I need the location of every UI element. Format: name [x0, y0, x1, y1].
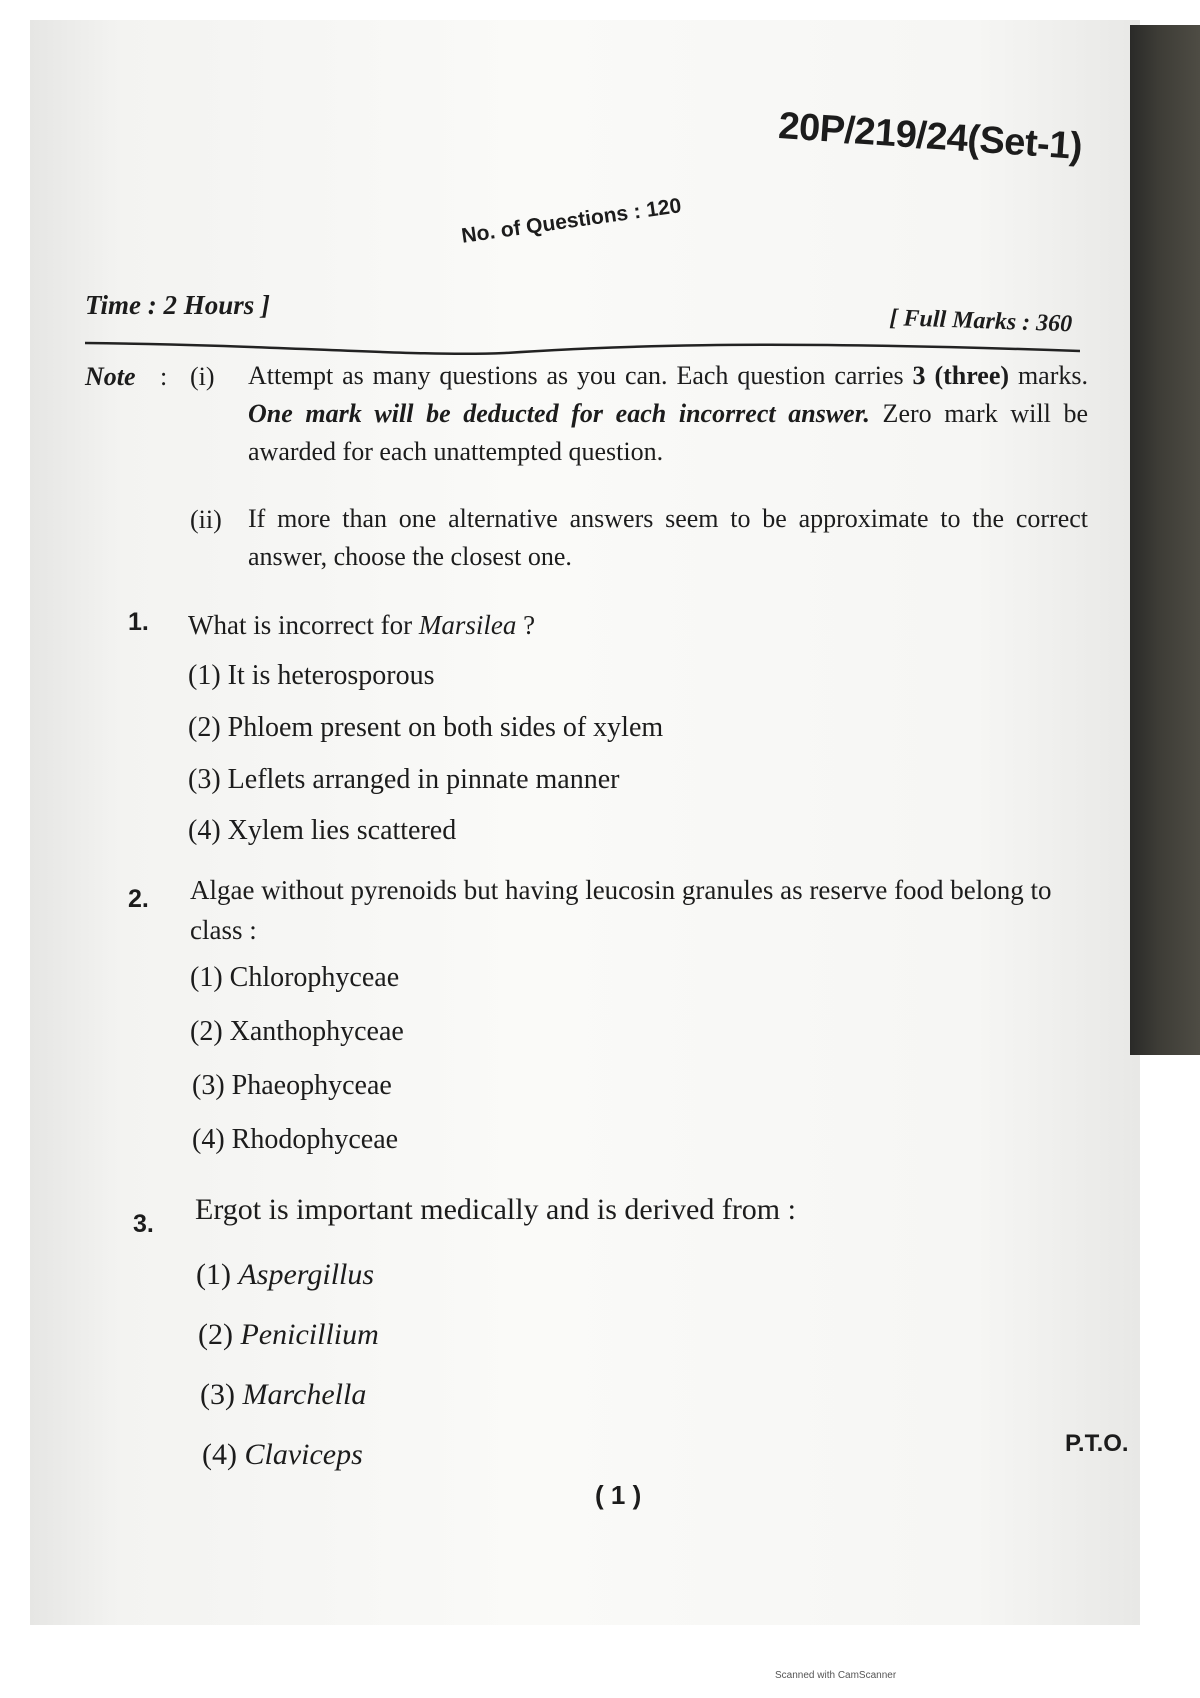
answer-option	[200, 1378, 366, 1412]
option-number: (3)	[188, 764, 221, 795]
scanner-watermark: Scanned with CamScanner	[775, 1670, 897, 1681]
option-text: Penicillium	[240, 1318, 379, 1351]
option-number: (1)	[190, 962, 223, 993]
option-text: Rhodophyceae	[231, 1124, 399, 1155]
option-text: Xylem lies scattered	[227, 815, 457, 846]
option-text: Phaeophyceae	[231, 1070, 392, 1101]
option-text: Marchella	[242, 1378, 367, 1411]
note-item-number: (ii)	[190, 505, 222, 534]
question-text-part: ?	[516, 610, 536, 640]
note-text-bold: 3 (three)	[912, 361, 1010, 390]
option-text: It is heterosporous	[227, 660, 435, 691]
option-number: (4)	[202, 1438, 237, 1471]
please-turn-over: P.T.O.	[1065, 1430, 1129, 1457]
species-name: Marsilea	[418, 610, 517, 640]
answer-option	[198, 1318, 379, 1352]
option-text: Chlorophyceae	[229, 962, 400, 993]
time-label: Time : 2 Hours ]	[85, 290, 270, 320]
question-number: 3.	[133, 1210, 154, 1238]
option-number: (4)	[188, 815, 221, 846]
note-text-part: Attempt as many questions as you can. Each question carries	[248, 361, 913, 390]
paper-code: 20P/219/24(Set-1)	[777, 105, 1084, 169]
page-number: ( 1 )	[595, 1480, 642, 1510]
note-text-part: marks.	[1009, 361, 1088, 390]
answer-option	[188, 764, 619, 796]
option-number: (1)	[188, 660, 221, 691]
option-number: (2)	[198, 1318, 233, 1351]
note-item-number: (i)	[190, 362, 215, 391]
option-text: Xanthophyceae	[229, 1016, 404, 1047]
note-colon: :	[160, 362, 168, 391]
answer-option	[202, 1438, 363, 1472]
question-text	[188, 605, 535, 645]
option-text: Aspergillus	[238, 1258, 375, 1291]
option-text: Leflets arranged in pinnate manner	[227, 764, 620, 795]
answer-option	[196, 1258, 374, 1292]
answer-option	[190, 962, 399, 994]
answer-option	[188, 815, 456, 847]
question-text: Ergot is important medically and is derived from :	[195, 1193, 796, 1226]
note-item-2: If more than one alternative answers seem to be approximate to the correct answer, choose the closest one.	[248, 504, 1088, 571]
option-number: (3)	[200, 1378, 235, 1411]
full-marks-label: [ Full Marks : 360	[889, 305, 1073, 338]
question-number: 2.	[128, 885, 149, 913]
option-number: (2)	[188, 712, 221, 743]
option-number: (2)	[190, 1016, 223, 1047]
question-text: Algae without pyrenoids but having leucosin granules as reserve food belong to class :	[190, 875, 1052, 945]
note-label: Note	[85, 362, 136, 391]
book-spine-shadow	[1130, 25, 1200, 1055]
answer-option	[192, 1070, 392, 1102]
answer-option	[188, 660, 435, 692]
option-text: Claviceps	[244, 1438, 363, 1471]
note-text-part: Zero mark will be awarded for each unattempted question.	[248, 399, 1088, 466]
option-number: (1)	[196, 1258, 231, 1291]
note-negative-marking: One mark will be deducted for each incorrect answer.	[248, 399, 870, 428]
option-text: Phloem present on both sides of xylem	[227, 712, 664, 743]
note-item-1	[248, 357, 1088, 471]
questions-count: No. of Questions : 120	[460, 194, 683, 248]
answer-option	[188, 712, 663, 744]
answer-option	[192, 1124, 398, 1156]
option-number: (4)	[192, 1124, 225, 1155]
answer-option	[190, 1016, 404, 1048]
option-number: (3)	[192, 1070, 225, 1101]
question-number: 1.	[128, 608, 149, 636]
question-text-part: What is incorrect for	[188, 610, 419, 640]
